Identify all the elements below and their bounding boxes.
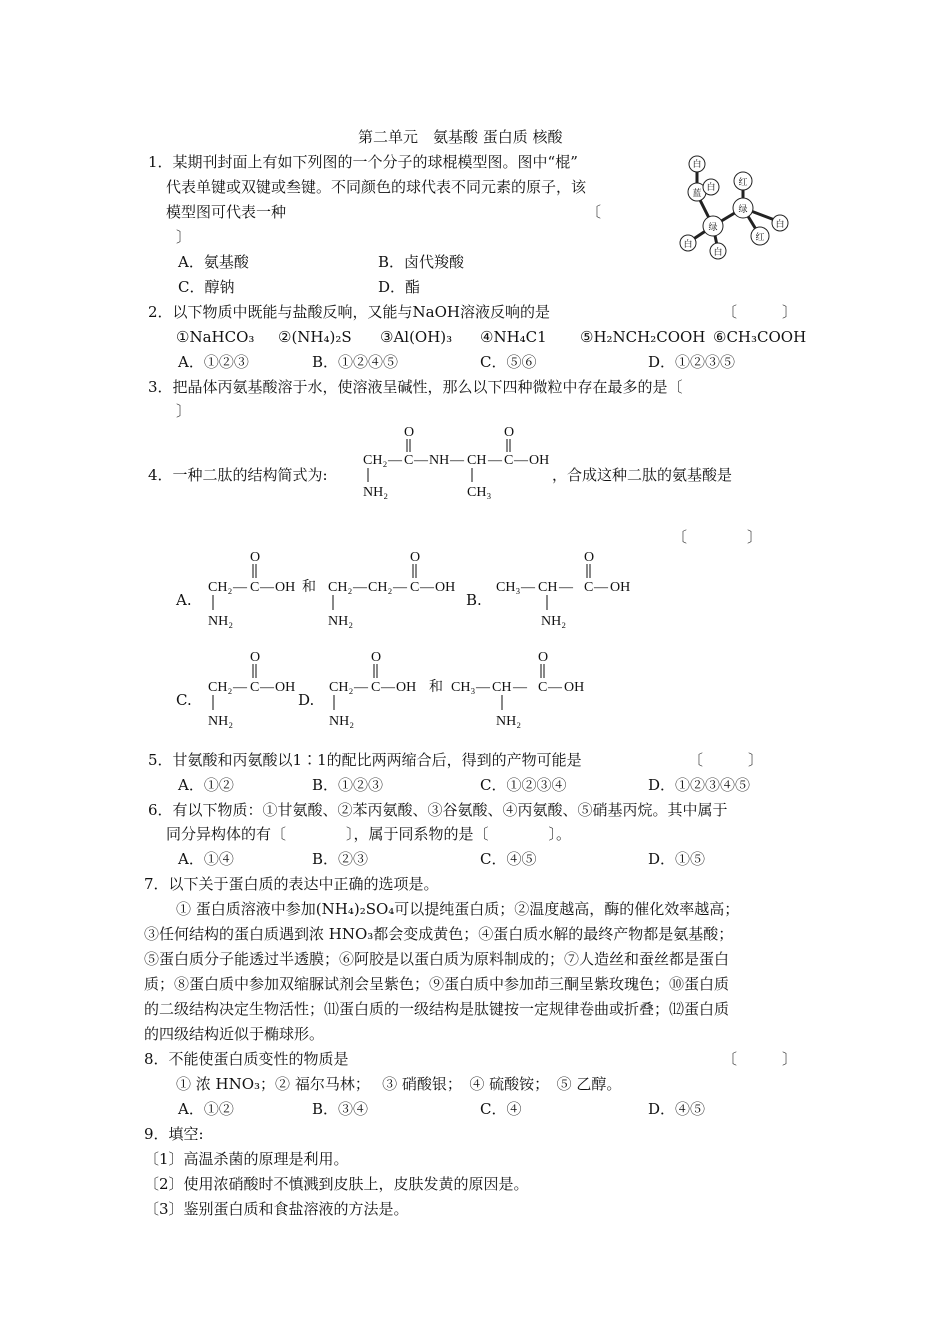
dipeptide-structure xyxy=(360,422,555,502)
q6-option-a: A．①④ xyxy=(178,850,234,868)
q2-option-b: B．①②④⑤ xyxy=(312,353,399,371)
svg-text:—: — xyxy=(514,453,528,468)
svg-text:NH₂: NH₂ xyxy=(328,614,354,629)
q1-line1: 1．某期刊封面上有如下列图的一个分子的球棍模型图。图中“棍” xyxy=(148,153,578,171)
q2-item-2: ②(NH₄)₂S xyxy=(278,328,352,346)
q8-stem: 8．不能使蛋白质变性的物质是 xyxy=(144,1050,349,1068)
q4-option-a-structures xyxy=(205,547,475,632)
svg-text:—: — xyxy=(559,580,573,595)
q1-option-d: D．酯 xyxy=(378,278,421,296)
q6-option-d: D．①⑤ xyxy=(648,850,706,868)
svg-text:C: C xyxy=(410,580,420,595)
svg-text:NH₂: NH₂ xyxy=(329,714,355,729)
svg-text:和: 和 xyxy=(302,580,316,595)
svg-text:C: C xyxy=(538,680,548,695)
q2-option-c: C．⑤⑥ xyxy=(480,353,537,371)
q4-option-b-structure xyxy=(493,547,643,632)
q4-bracket: 〔 〕 xyxy=(672,528,763,546)
q4-label-b: B. xyxy=(466,591,482,609)
q8-items: ① 浓 HNO₃；② 福尔马林； ③ 硝酸银； ④ 硫酸铵； ⑤ 乙醇。 xyxy=(176,1075,622,1093)
q6-option-c: C．④⑤ xyxy=(480,850,537,868)
svg-text:C: C xyxy=(504,453,514,468)
svg-text:—: — xyxy=(260,680,274,695)
svg-text:—: — xyxy=(548,680,562,695)
q3-stem: 3．把晶体丙氨基酸溶于水，使溶液呈碱性，那么以下四种微粒中存在最多的是〔 xyxy=(148,378,683,396)
svg-text:CH₂: CH₂ xyxy=(363,453,388,468)
svg-text:—: — xyxy=(381,680,395,695)
svg-text:C: C xyxy=(584,580,594,595)
svg-text:—: — xyxy=(353,580,367,595)
svg-text:C: C xyxy=(250,580,260,595)
svg-text:白: 白 xyxy=(692,159,702,169)
svg-text:O: O xyxy=(371,650,382,665)
q7-line: ③任何结构的蛋白质遇到浓 HNO₃都会变成黄色；④蛋白质水解的最终产物都是氨基酸； xyxy=(144,925,734,943)
svg-text:O: O xyxy=(538,650,549,665)
svg-text:O: O xyxy=(504,425,515,440)
q8-option-b: B．③④ xyxy=(312,1100,369,1118)
svg-text:CH₂: CH₂ xyxy=(208,680,233,695)
q8-option-c: C．④ xyxy=(480,1100,522,1118)
svg-text:OH: OH xyxy=(396,680,417,695)
q7-stem: 7．以下关于蛋白质的表达中正确的选项是。 xyxy=(144,875,439,893)
q4-stem: 4．一种二肽的结构简式为: xyxy=(148,466,328,484)
svg-text:O: O xyxy=(584,550,595,565)
svg-text:OH: OH xyxy=(610,580,631,595)
svg-text:C: C xyxy=(250,680,260,695)
svg-text:绿: 绿 xyxy=(708,222,718,232)
q7-line: ① 蛋白质溶液中参加(NH₄)₂SO₄可以提纯蛋白质；②温度越高，酶的催化效率越高； xyxy=(176,900,740,918)
svg-text:NH₂: NH₂ xyxy=(496,714,522,729)
page-title: 第二单元 氨基酸 蛋白质 核酸 xyxy=(358,128,563,146)
q2-item-4: ④NH₄C1 xyxy=(480,328,547,346)
q4-option-d-structures xyxy=(326,647,596,732)
q5-option-a: A．①② xyxy=(178,776,234,794)
svg-text:绿: 绿 xyxy=(738,204,748,214)
svg-text:—: — xyxy=(594,580,608,595)
svg-text:NH₂: NH₂ xyxy=(208,714,234,729)
svg-text:CH: CH xyxy=(538,580,558,595)
q2-item-1: ①NaHCO₃ xyxy=(176,328,255,346)
q5-stem: 5．甘氨酸和丙氨酸以1∶1的配比两两缩合后，得到的产物可能是 xyxy=(148,751,582,769)
q3-close: 〕 xyxy=(176,402,192,420)
svg-text:NH₂: NH₂ xyxy=(541,614,567,629)
q7-line: ⑤蛋白质分子能透过半透膜；⑥阿胶是以蛋白质为原料制成的；⑦人造丝和蚕丝都是蛋白 xyxy=(144,950,730,968)
svg-text:CH₂: CH₂ xyxy=(208,580,233,595)
svg-text:红: 红 xyxy=(738,177,748,187)
q2-option-d: D．①②③⑤ xyxy=(648,353,736,371)
svg-text:O: O xyxy=(410,550,421,565)
q6-line2: 同分异构体的有〔 〕，属于同系物的是〔 〕。 xyxy=(166,825,572,843)
svg-text:NH: NH xyxy=(429,453,450,468)
q8-bracket: 〔 〕 xyxy=(722,1050,798,1068)
svg-text:CH₂: CH₂ xyxy=(328,580,353,595)
svg-text:—: — xyxy=(354,680,368,695)
svg-text:白: 白 xyxy=(713,247,723,257)
q7-line: 质；⑧蛋白质中参加双缩脲试剂会呈紫色；⑨蛋白质中参加茚三酮呈紫玫瑰色；⑩蛋白质 xyxy=(144,975,730,993)
svg-text:—: — xyxy=(393,580,407,595)
q5-option-c: C．①②③④ xyxy=(480,776,567,794)
svg-text:CH₂: CH₂ xyxy=(329,680,354,695)
svg-text:CH₃: CH₃ xyxy=(451,680,476,695)
svg-text:—: — xyxy=(233,580,247,595)
svg-text:—: — xyxy=(388,453,402,468)
svg-text:红: 红 xyxy=(755,232,765,242)
svg-text:—: — xyxy=(260,580,274,595)
q1-option-c: C．醇钠 xyxy=(178,278,235,296)
svg-text:—: — xyxy=(476,680,490,695)
svg-text:—: — xyxy=(420,580,434,595)
q1-option-a: A．氨基酸 xyxy=(178,253,249,271)
q1-bracket-open: 〔 xyxy=(586,203,602,221)
q4-option-c-structure xyxy=(205,647,305,732)
q9-stem: 9．填空: xyxy=(144,1125,204,1143)
svg-text:OH: OH xyxy=(564,680,585,695)
svg-text:白: 白 xyxy=(706,182,716,192)
svg-text:—: — xyxy=(513,680,527,695)
q2-item-5: ⑤H₂NCH₂COOH xyxy=(580,328,706,346)
q4-tail: ，合成这种二肽的氨基酸是 xyxy=(552,466,733,484)
q2-option-a: A．①②③ xyxy=(178,353,249,371)
q1-line3: 模型图可代表一种 xyxy=(166,203,287,221)
q8-option-a: A．①② xyxy=(178,1100,234,1118)
svg-text:—: — xyxy=(488,453,502,468)
q9-line: 〔2〕使用浓硝酸时不慎溅到皮肤上，皮肤发黄的原因是。 xyxy=(144,1175,529,1193)
svg-text:—: — xyxy=(521,580,535,595)
svg-text:白: 白 xyxy=(775,219,785,229)
svg-text:CH: CH xyxy=(492,680,512,695)
q7-line: 的四级结构近似于椭球形。 xyxy=(144,1025,325,1043)
q7-line: 的二级结构决定生物活性；⑾蛋白质的一级结构是肽键按一定规律卷曲或折叠；⑿蛋白质 xyxy=(144,1000,730,1018)
svg-text:CH₃: CH₃ xyxy=(467,485,492,500)
q9-line: 〔3〕鉴别蛋白质和食盐溶液的方法是。 xyxy=(144,1200,409,1218)
svg-text:OH: OH xyxy=(275,580,296,595)
svg-text:O: O xyxy=(250,650,261,665)
q2-item-3: ③Al(OH)₃ xyxy=(380,328,453,346)
svg-text:CH₂: CH₂ xyxy=(368,580,393,595)
q6-option-b: B．②③ xyxy=(312,850,369,868)
q2-bracket: 〔 〕 xyxy=(722,303,798,321)
svg-text:CH₃: CH₃ xyxy=(496,580,521,595)
svg-text:—: — xyxy=(450,453,464,468)
q4-label-d: D. xyxy=(298,691,315,709)
q1-option-b: B．卤代羧酸 xyxy=(378,253,465,271)
q5-option-b: B．①②③ xyxy=(312,776,384,794)
q6-line1: 6．有以下物质：①甘氨酸、②苯丙氨酸、③谷氨酸、④丙氨酸、⑤硝基丙烷。其中属于 xyxy=(148,801,728,819)
q2-stem: 2．以下物质中既能与盐酸反响，又能与NaOH溶液反响的是 xyxy=(148,303,550,321)
q5-option-d: D．①②③④⑤ xyxy=(648,776,751,794)
q2-item-6: ⑥CH₃COOH xyxy=(713,328,807,346)
svg-text:—: — xyxy=(414,453,428,468)
svg-text:白: 白 xyxy=(683,239,693,249)
svg-text:NH₂: NH₂ xyxy=(208,614,234,629)
q4-label-c: C. xyxy=(176,691,192,709)
q1-bracket-close: 〕 xyxy=(176,228,192,246)
q5-bracket: 〔 〕 xyxy=(688,751,764,769)
svg-text:—: — xyxy=(233,680,247,695)
svg-text:O: O xyxy=(404,425,415,440)
ball-stick-model-figure xyxy=(675,150,800,265)
svg-text:OH: OH xyxy=(275,680,296,695)
q8-option-d: D．④⑤ xyxy=(648,1100,706,1118)
svg-text:OH: OH xyxy=(435,580,456,595)
q9-line: 〔1〕高温杀菌的原理是利用。 xyxy=(144,1150,349,1168)
svg-text:OH: OH xyxy=(529,453,550,468)
svg-text:CH: CH xyxy=(467,453,487,468)
svg-text:C: C xyxy=(371,680,381,695)
q4-label-a: A. xyxy=(176,591,192,609)
q1-line2: 代表单键或双键或叁键。不同颜色的球代表不同元素的原子，该 xyxy=(166,178,587,196)
svg-text:NH₂: NH₂ xyxy=(363,485,389,500)
svg-text:O: O xyxy=(250,550,261,565)
svg-text:蓝: 蓝 xyxy=(692,188,702,198)
svg-text:C: C xyxy=(404,453,414,468)
svg-text:和: 和 xyxy=(429,680,443,695)
